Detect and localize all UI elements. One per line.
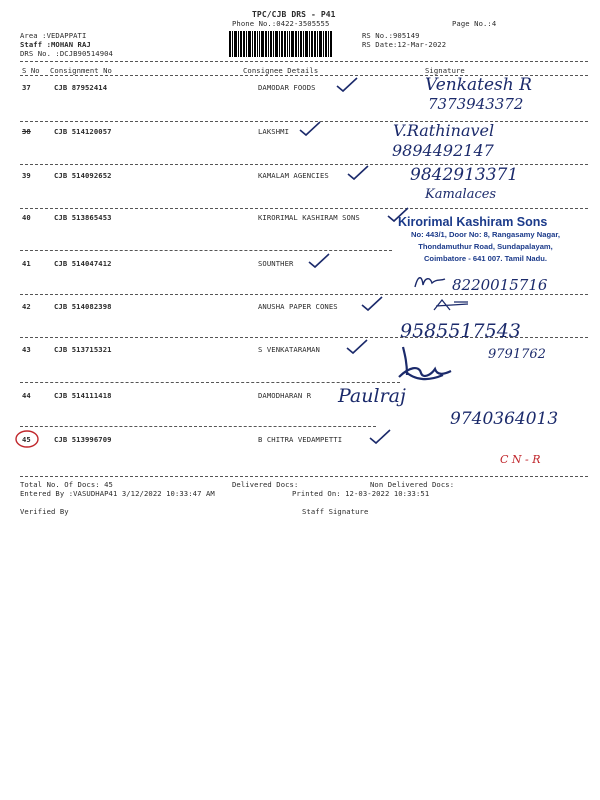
barcode [229, 31, 355, 57]
page-number: Page No.:4 [452, 19, 497, 28]
drs-number: DRS No. :DCJB90514904 [20, 49, 113, 58]
table-row [0, 385, 600, 435]
table-row [0, 435, 600, 479]
rs-date: RS Date:12-Mar-2022 [362, 40, 447, 49]
header-divider-top [20, 61, 588, 62]
entered-by: Entered By :VASUDHAP41 3/12/2022 10:33:47 AM [20, 489, 215, 498]
check-mark-icon [335, 77, 359, 93]
table-row [0, 302, 600, 346]
handwritten-phone: 9842913371 [410, 165, 519, 185]
handwritten-phone: 9585517543 [400, 320, 521, 342]
row-divider [20, 250, 392, 251]
area-label: Area :VEDAPPATI [20, 31, 87, 40]
row-consignment: CJB 513715321 [54, 345, 112, 354]
row-sno: 41 [22, 259, 31, 268]
handwritten-signature: Venkatesh R [425, 75, 532, 95]
row-consignee: B CHITRA VEDAMPETTI [258, 435, 343, 444]
row-consignment: CJB 513865453 [54, 213, 112, 222]
row-sno: 42 [22, 302, 31, 311]
handwritten-phone: 9894492147 [392, 141, 494, 160]
check-mark-icon [345, 339, 369, 355]
row-sno: 38 [22, 127, 31, 136]
table-row [0, 259, 600, 303]
row-consignee: DAMODHARAN R [258, 391, 312, 400]
row-consignee: LAKSHMI [258, 127, 289, 136]
check-mark-icon [346, 165, 370, 181]
row-consignee: SOUNTHER [258, 259, 294, 268]
row-consignment: CJB 513996709 [54, 435, 112, 444]
check-mark-icon [307, 253, 331, 269]
row-consignment: CJB 514111418 [54, 391, 112, 400]
row-divider [20, 382, 400, 383]
row-consignment: CJB 514092652 [54, 171, 112, 180]
row-sno: 45 [22, 435, 31, 444]
printed-on: Printed On: 12-03-2022 10:33:51 [292, 489, 430, 498]
col-consignment: Consignment No [50, 66, 112, 75]
staff-label: Staff :MOHAN RAJ [20, 40, 91, 49]
stamp-name: Kirorimal Kashiram Sons [398, 215, 548, 229]
row-consignee: KIRORIMAL KASHIRAM SONS [258, 213, 360, 222]
row-consignment: CJB 514047412 [54, 259, 112, 268]
col-signature: Signature [425, 66, 465, 75]
stamp-address-line3: Coimbatore - 641 007. Tamil Nadu. [423, 254, 548, 263]
row-sno: 39 [22, 171, 31, 180]
col-sno: S No [22, 66, 40, 75]
staff-signature: Staff Signature [302, 507, 369, 516]
handwritten-phone: 8220015716 [452, 276, 548, 294]
row-consignment: CJB 514082398 [54, 302, 112, 311]
check-mark-icon [360, 296, 384, 312]
company-stamp [398, 215, 573, 265]
row-sno: 37 [22, 83, 31, 92]
handwritten-phone: 7373943372 [428, 95, 524, 113]
row-divider [20, 426, 376, 427]
handwritten-signature: Kamalaces [425, 187, 497, 202]
phone-number: Phone No.:0422-3505555 [232, 19, 330, 28]
row-consignee: ANUSHA PAPER CONES [258, 302, 338, 311]
check-mark-icon [368, 429, 392, 445]
row-consignment: CJB 87952414 [54, 83, 108, 92]
stamp-address-line2: Thondamuthur Road, Sundapalayam, [418, 242, 553, 251]
row-consignee: DAMODAR FOODS [258, 83, 316, 92]
row-sno: 40 [22, 213, 31, 222]
row-divider [20, 337, 588, 338]
handwritten-note: C N - R [500, 453, 541, 466]
crossed-out-mark [432, 298, 472, 314]
row-consignee: KAMALAM AGENCIES [258, 171, 329, 180]
footer-divider [20, 476, 588, 477]
total-docs: Total No. Of Docs: 45 [20, 480, 113, 489]
row-divider [20, 294, 588, 295]
row-sno: 44 [22, 391, 31, 400]
handwritten-initials [412, 273, 448, 291]
check-mark-icon [298, 121, 322, 137]
report-title: TPC/CJB DRS - P41 [252, 10, 336, 19]
row-divider [20, 208, 588, 209]
handwritten-phone: 9740364013 [450, 409, 559, 429]
stamp-address-line1: No: 443/1, Door No: 8, Rangasamy Nagar, [411, 230, 560, 239]
row-consignee: S VENKATARAMAN [258, 345, 320, 354]
verified-by: Verified By [20, 507, 69, 516]
handwritten-phone: 9791762 [488, 347, 546, 362]
handwritten-signature-mark [395, 345, 455, 385]
handwritten-signature: V.Rathinavel [393, 121, 495, 140]
non-delivered-docs: Non Delivered Docs: [370, 480, 455, 489]
row-sno: 43 [22, 345, 31, 354]
rs-number: RS No.:905149 [362, 31, 420, 40]
handwritten-signature: Paulraj [338, 385, 406, 407]
row-consignment: CJB 514120057 [54, 127, 112, 136]
delivered-docs: Delivered Docs: [232, 480, 299, 489]
col-consignee: Consignee Details [243, 66, 319, 75]
